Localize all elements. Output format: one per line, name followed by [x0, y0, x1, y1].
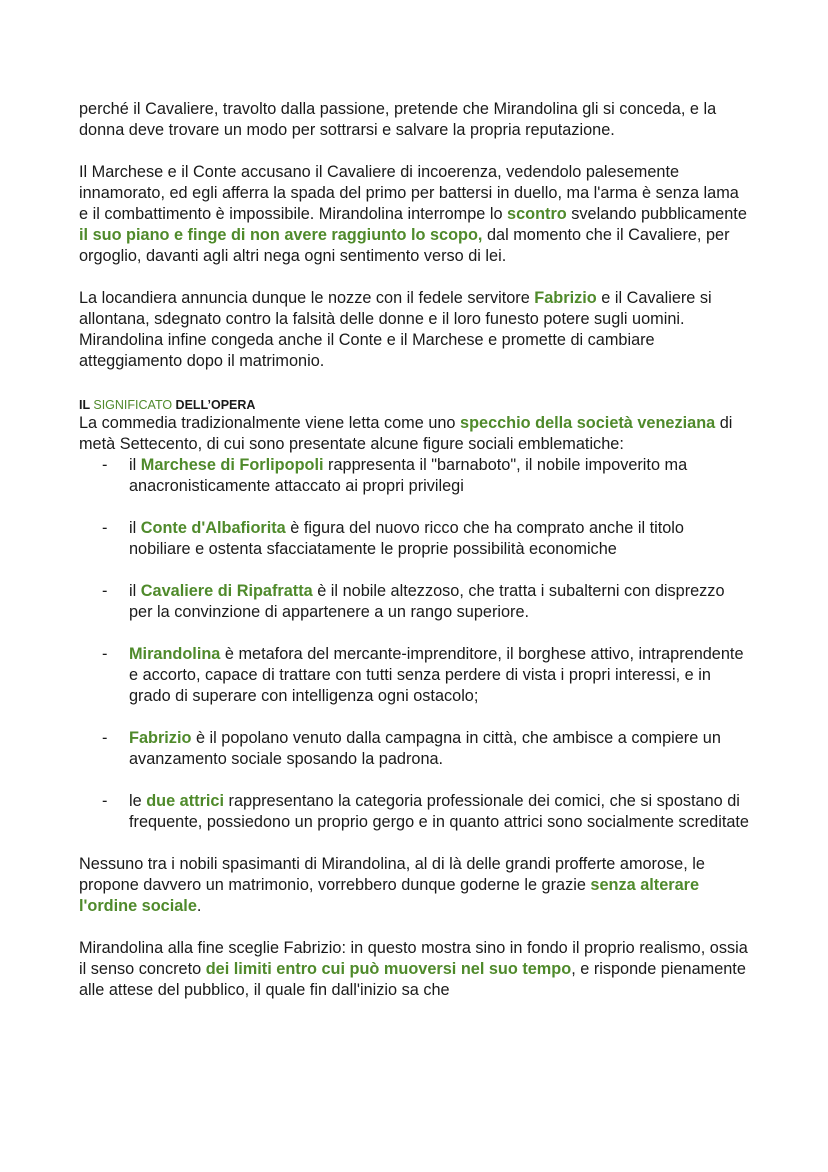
- text-run: e il Cavaliere si allontana, sdegnato contro la falsità delle donne e il loro funesto potere sugli uomini. Mirandolina infine congeda anche il Conte e il Marchese e: [79, 289, 712, 349]
- text-run: goderne le grazie: [460, 876, 586, 894]
- paragraph-2: [79, 162, 750, 267]
- section-heading: [79, 393, 750, 413]
- text-run: Cavaliere di Ripafratta: [140, 582, 313, 600]
- text-run: perché il Cavaliere, travolto dalla passione, pretende che Mirandolina: [79, 100, 583, 118]
- list-item: [79, 581, 750, 623]
- text-run: di metà Settecento, di cui sono presentate alcune: [79, 414, 733, 453]
- text-run: Mirandolina alla fine: [79, 939, 229, 957]
- text-run: intelligenza: [291, 687, 374, 705]
- text-run: senza alterare l'ordine sociale: [79, 876, 700, 915]
- text-run: Fabrizio: [534, 289, 597, 307]
- text-run: : in questo mostra sino in fondo il proprio realismo, ossia il senso concreto: [79, 939, 748, 978]
- text-run: , il borghese attivo, intraprendente e accorto, capace di trattare con tutti senza perdere di vista i propri interessi, e in grado di superare con: [129, 645, 744, 705]
- closing-paragraph-2: [79, 938, 750, 1001]
- text-run: dopo il matrimonio.: [182, 352, 325, 370]
- text-run: mercante-imprenditore: [333, 645, 498, 663]
- text-run: La commedia tradizionalmente viene letta come uno: [79, 414, 461, 432]
- text-run: due attrici: [146, 792, 225, 810]
- bullet-dash: -: [102, 792, 108, 810]
- text-run: La locandiera annuncia dunque le nozze con il: [79, 289, 419, 307]
- text-run: nega: [263, 247, 300, 265]
- text-run: Nessuno tra i nobili spasimanti di Mirandolina, al di là delle grandi profferte amorose, le: [79, 855, 705, 873]
- list-item: [79, 791, 750, 833]
- bullet-dash: -: [102, 645, 108, 663]
- list-item: [79, 644, 750, 707]
- text-run: sceglie Fabrizio: [228, 939, 342, 957]
- text-run: specchio della società veneziana: [460, 414, 716, 432]
- closing-paragraph-1: [79, 854, 750, 917]
- text-run: popolano: [221, 729, 289, 747]
- text-run: scontro: [507, 205, 567, 223]
- text-run: fedele servitore: [418, 289, 535, 307]
- text-run: Il Marchese e il Conte accusano il Cavaliere di: [79, 163, 418, 181]
- text-run: :: [619, 435, 624, 453]
- text-run: , che si spostano di frequente, possiedono un proprio gergo e in quanto attrici sono: [129, 792, 740, 831]
- text-run: nobile altezzoso: [342, 582, 460, 600]
- text-run: incoerenza: [417, 163, 498, 181]
- text-run: Conte d'Albafiorita: [140, 519, 286, 537]
- bullet-dash: -: [102, 456, 108, 474]
- text-run: rappresenta il ": [323, 456, 437, 474]
- text-run: , vedendolo palesemente innamorato, ed egli afferra la spada del primo per battersi in duello, ma l'arma è senza lama e il combattimento è impossibile. Mirandolina interrompe lo: [79, 163, 739, 223]
- text-run: IL: [79, 398, 94, 412]
- text-run: il suo piano e finge di non avere raggiunto lo scopo,: [79, 226, 483, 244]
- text-run: dal momento che il Cavaliere, per orgoglio, davanti agli altri: [79, 226, 730, 265]
- text-run: , vorrebbero dunque: [308, 876, 461, 894]
- text-run: comici: [554, 792, 601, 810]
- text-run: che ha comprato anche il titolo nobiliare e ostenta sfacciatamente le proprie possibilità economiche: [129, 519, 684, 558]
- text-run: dei limiti entro cui può muoversi nel suo tempo: [205, 960, 572, 978]
- text-run: ", il nobile impoverito ma anacronisticamente attaccato ai propri privilegi: [129, 456, 688, 495]
- section-intro: [79, 413, 750, 455]
- text-run: figure sociali emblematiche: [422, 435, 620, 453]
- text-run: è il: [191, 729, 222, 747]
- text-run: Fabrizio: [129, 729, 192, 747]
- list-item: [79, 455, 750, 497]
- paragraph-1: [79, 99, 750, 141]
- bullet-dash: -: [102, 729, 108, 747]
- text-run: il: [129, 582, 141, 600]
- text-run: Marchese di Forlipopoli: [140, 456, 324, 474]
- text-run: gli si conceda: [582, 100, 681, 118]
- list-item: [79, 518, 750, 560]
- text-run: socialmente screditate: [587, 813, 749, 831]
- text-run: svelando pubblicamente: [566, 205, 747, 223]
- character-list: [79, 455, 750, 833]
- text-run: venuto dalla campagna in città, che ambisce a compiere un avanzamento sociale sposando la padrona.: [129, 729, 721, 768]
- text-run: barnaboto: [437, 456, 511, 474]
- list-item: [79, 728, 750, 770]
- text-run: .: [196, 897, 202, 915]
- text-run: è il: [312, 582, 343, 600]
- bullet-dash: -: [102, 582, 108, 600]
- bullet-dash: -: [102, 519, 108, 537]
- text-run: SIGNIFICATO: [93, 398, 173, 412]
- text-run: DELL’OPERA: [172, 398, 256, 412]
- text-run: ogni ostacolo;: [373, 687, 479, 705]
- text-run: il: [129, 519, 141, 537]
- text-run: rappresentano la categoria professionale dei: [224, 792, 555, 810]
- text-run: propone davvero un matrimonio: [79, 876, 309, 894]
- text-run: le: [129, 792, 147, 810]
- text-run: , e la donna deve trovare un modo per sottrarsi e salvare la propria reputazione.: [79, 100, 717, 139]
- text-run: ogni sentimento verso di lei.: [299, 247, 507, 265]
- text-run: promette di cambiare atteggiamento: [79, 331, 655, 370]
- paragraph-3: [79, 288, 750, 372]
- text-run: Mirandolina: [129, 645, 221, 663]
- text-run: nuovo ricco: [375, 519, 459, 537]
- text-run: , che tratta i subalterni con disprezzo per la convinzione di appartenere a un rango superiore.: [129, 582, 725, 621]
- text-run: è figura del: [285, 519, 376, 537]
- text-run: , e risponde pienamente alle attese del pubblico, il quale fin dall'inizio sa che: [79, 960, 746, 999]
- text-run: il: [129, 456, 141, 474]
- text-run: è metafora del: [220, 645, 334, 663]
